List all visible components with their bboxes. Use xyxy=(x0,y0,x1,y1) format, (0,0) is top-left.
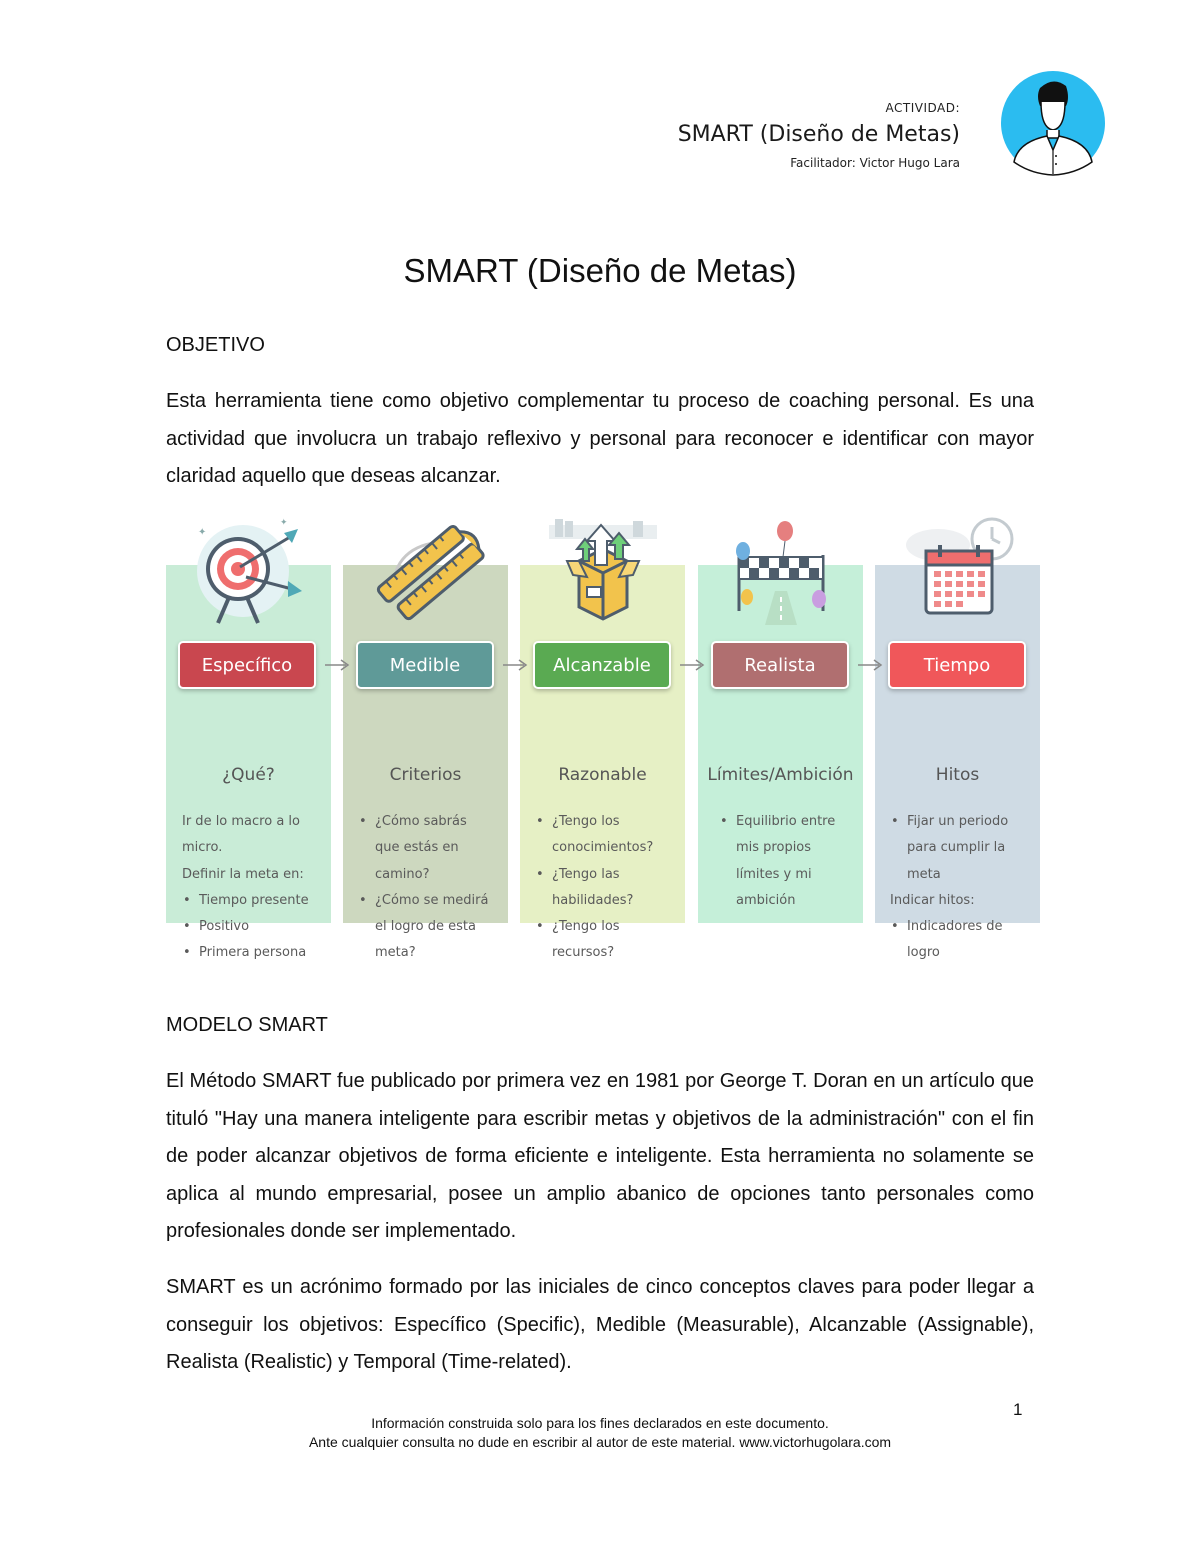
list-item: • ¿Cómo sabrás xyxy=(358,809,488,835)
target-icon xyxy=(188,515,308,625)
list-item: • Fijar un periodo xyxy=(890,809,1008,835)
list-item: micro. xyxy=(182,840,223,856)
list-item: recursos? xyxy=(552,945,615,961)
page-number: 1 xyxy=(1013,1400,1023,1419)
list-item: conocimientos? xyxy=(552,840,654,856)
list-item: que estás en xyxy=(375,840,459,856)
objective-heading: OBJETIVO xyxy=(166,334,265,356)
list-item: camino? xyxy=(375,866,430,882)
svg-text:✦: ✦ xyxy=(280,517,288,527)
model-paragraph-1: El Método SMART fue publicado por primera vez en 1981 por George T. Doran en un artículo que tituló "Hay una manera inteligente para escribir metas y objetivos de la administración" con el fin de poder alcanzar objetivos de forma eficiente e inteligente. Esta herramienta no solamente se aplica al mundo empresarial, posee un amplio abanico de opciones tanto personales como profesionales donde ser implementado. xyxy=(166,1070,1034,1242)
list-item: habilidades? xyxy=(552,892,634,908)
column-body xyxy=(719,809,835,914)
medible-label: Medible xyxy=(356,641,494,689)
list-item: meta? xyxy=(375,945,416,961)
facilitator-label: Facilitador: Victor Hugo Lara xyxy=(790,156,960,170)
header-title: SMART (Diseño de Metas) xyxy=(677,122,960,147)
objective-paragraph: Esta herramienta tiene como objetivo complementar tu proceso de coaching personal. Es una actividad que involucra un trabajo reflexivo y personal para reconocer e identificar con mayor claridad aquello que deseas alcanzar. xyxy=(166,390,1034,487)
model-paragraph-2: SMART es un acrónimo formado por las iniciales de cinco conceptos claves para poder llegar a conseguir los objetivos: Específico (Specific), Medible (Measurable), Alcanzable (Assignable), Realista (Realistic) y Temporal (Time-related). xyxy=(166,1276,1034,1373)
list-item: meta xyxy=(907,866,941,882)
especifico-label: Específico xyxy=(178,641,316,689)
arrow-right-icon xyxy=(857,655,883,675)
arrow-right-icon xyxy=(679,655,705,675)
column-subtitle: Hitos xyxy=(935,765,980,785)
column-body xyxy=(182,809,309,967)
list-item: • Positivo xyxy=(182,914,309,940)
document-title: SMART (Diseño de Metas) xyxy=(403,252,797,289)
list-item: logro xyxy=(907,945,940,961)
arrow-right-icon xyxy=(502,655,528,675)
footer-line-1: Información construida solo para los fines declarados en este documento. xyxy=(371,1415,829,1431)
list-item: • ¿Cómo se medirá xyxy=(358,888,488,914)
list-item: límites y mi xyxy=(736,866,812,882)
footer-line-2: Ante cualquier consulta no dude en escribir al autor de este material. www.victorhugolara.com xyxy=(308,1434,892,1450)
model-heading: MODELO SMART xyxy=(166,1014,328,1036)
list-item: mis propios xyxy=(736,840,812,856)
realista-label: Realista xyxy=(711,641,849,689)
activity-label: ACTIVIDAD: xyxy=(885,101,960,115)
list-item: Indicar hitos: xyxy=(890,892,975,908)
list-item: • ¿Tengo los xyxy=(535,914,653,940)
svg-text:✦: ✦ xyxy=(198,527,207,538)
list-item: • Equilibrio entre xyxy=(719,809,835,835)
column-subtitle: Límites/Ambición xyxy=(707,765,854,785)
tiempo-label: Tiempo xyxy=(888,641,1026,689)
list-item: • ¿Tengo los xyxy=(535,809,653,835)
column-body xyxy=(890,809,1008,967)
list-item: • Primera persona xyxy=(182,940,309,966)
list-item: para cumplir la xyxy=(907,840,1006,856)
list-item: el logro de esta xyxy=(375,919,476,935)
column-subtitle: Criterios xyxy=(389,765,462,785)
column-subtitle: Razonable xyxy=(558,765,647,785)
list-item: • ¿Tengo las xyxy=(535,862,653,888)
column-body xyxy=(535,809,653,967)
list-item: ambición xyxy=(736,892,796,908)
finish-line-icon xyxy=(721,515,841,625)
list-item: Definir la meta en: xyxy=(182,866,304,882)
arrow-right-icon xyxy=(324,655,350,675)
column-body xyxy=(358,809,488,967)
list-item: Ir de lo macro a lo xyxy=(182,814,300,829)
smart-infographic xyxy=(166,515,1040,961)
calendar-clock-icon xyxy=(898,515,1018,625)
list-item: • Tiempo presente xyxy=(182,888,309,914)
alcanzable-label: Alcanzable xyxy=(533,641,671,689)
column-subtitle: ¿Qué? xyxy=(222,765,275,785)
list-item: • Indicadores de xyxy=(890,914,1008,940)
avatar xyxy=(1000,70,1106,176)
ruler-icon xyxy=(366,515,486,625)
box-arrows-icon xyxy=(543,515,663,625)
